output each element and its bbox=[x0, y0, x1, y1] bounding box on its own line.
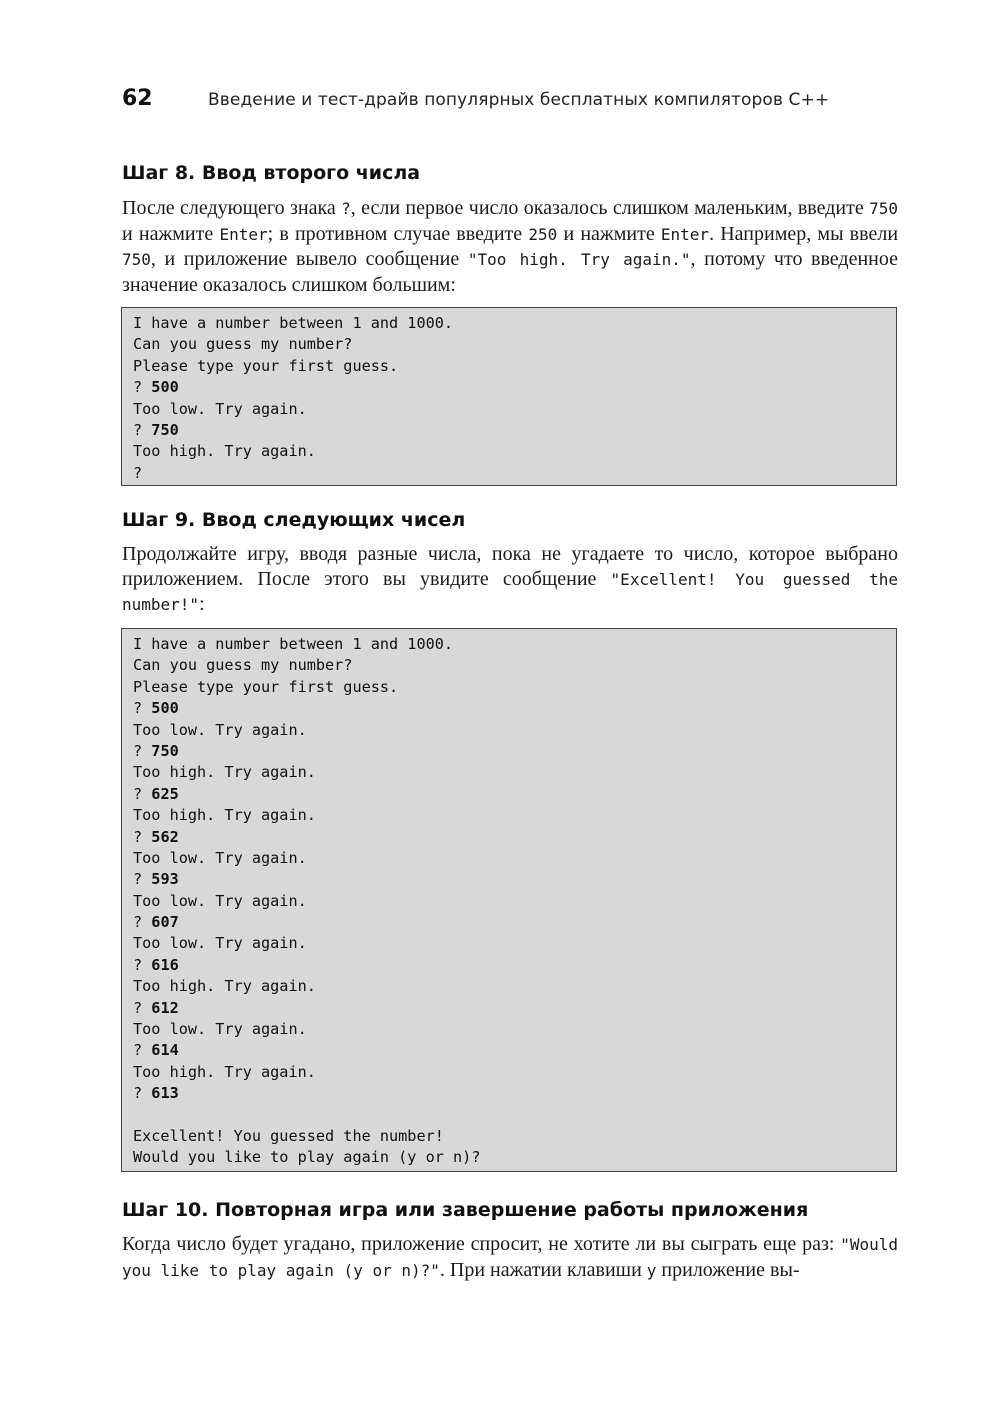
console-user-input: 750 bbox=[151, 420, 179, 439]
page-number: 62 bbox=[122, 86, 153, 111]
step9-paragraph: Продолжайте игру, вводя разные числа, пока не угадаете то число, которое выбрано приложением. После этого вы увидите сообщение "Excellent! You guessed the number!": bbox=[122, 543, 898, 616]
console-user-input: 562 bbox=[151, 827, 179, 846]
console-line bbox=[133, 998, 885, 1019]
console-line bbox=[133, 377, 885, 398]
console-text: Can you guess my number? bbox=[133, 656, 353, 675]
console-line bbox=[133, 869, 885, 890]
console-text: Too low. Try again. bbox=[133, 399, 307, 418]
console-line bbox=[133, 655, 885, 676]
console-line bbox=[133, 805, 885, 826]
console-line bbox=[133, 976, 885, 997]
step10-heading: Шаг 10. Повторная игра или завершение работы приложения bbox=[122, 1199, 809, 1221]
console-line bbox=[133, 463, 885, 484]
console-text: ? bbox=[133, 870, 152, 889]
console-user-input: 607 bbox=[151, 913, 179, 932]
console-text: Too low. Try again. bbox=[133, 1020, 307, 1039]
console-text: Too low. Try again. bbox=[133, 891, 307, 910]
console-line bbox=[133, 634, 885, 655]
console-text: ? bbox=[133, 955, 152, 974]
console-user-input: 612 bbox=[151, 998, 179, 1017]
console-output-step8 bbox=[121, 307, 897, 486]
console-text: ? bbox=[133, 378, 152, 397]
console-line bbox=[133, 677, 885, 698]
console-user-input: 750 bbox=[151, 741, 179, 760]
console-text: Too low. Try again. bbox=[133, 720, 307, 739]
console-line bbox=[133, 1147, 885, 1168]
console-text: Please type your first guess. bbox=[133, 677, 399, 696]
console-text: Too low. Try again. bbox=[133, 848, 307, 867]
console-line bbox=[133, 741, 885, 762]
console-text: ? bbox=[133, 1084, 152, 1103]
console-text: Excellent! You guessed the number! bbox=[133, 1126, 444, 1145]
console-text: Too high. Try again. bbox=[133, 1062, 316, 1081]
console-line bbox=[133, 912, 885, 933]
console-text: I have a number between 1 and 1000. bbox=[133, 314, 454, 332]
console-line bbox=[133, 441, 885, 462]
console-line bbox=[133, 1083, 885, 1104]
console-output-step9 bbox=[121, 628, 897, 1172]
console-user-input: 625 bbox=[151, 784, 179, 803]
console-text: ? bbox=[133, 699, 152, 718]
console-text: ? bbox=[133, 420, 152, 439]
console-user-input: 500 bbox=[151, 699, 179, 718]
console-line bbox=[133, 420, 885, 441]
console-text: ? bbox=[133, 463, 143, 482]
console-line bbox=[133, 891, 885, 912]
step8-paragraph: После следующего знака ?, если первое число оказалось слишком маленьким, введите 750 и нажмите Enter; в противном случае введите 250 и нажмите Enter. Например, мы ввели 750, и приложение вывело сообщение "Too high. Try again.", потому что введенное значение оказалось слишком большим: bbox=[122, 197, 899, 296]
console-line bbox=[133, 784, 885, 805]
console-line bbox=[133, 933, 885, 954]
console-text: Would you like to play again (y or n)? bbox=[133, 1148, 481, 1167]
console-line bbox=[133, 955, 885, 976]
console-text: Too high. Try again. bbox=[133, 977, 316, 996]
console-line bbox=[133, 334, 885, 355]
console-text: I have a number between 1 and 1000. bbox=[133, 635, 454, 653]
console-line bbox=[133, 1062, 885, 1083]
step8-heading: Шаг 8. Ввод второго числа bbox=[122, 162, 421, 184]
console-user-input: 593 bbox=[151, 870, 179, 889]
console-text: Too high. Try again. bbox=[133, 806, 316, 825]
console-text: Can you guess my number? bbox=[133, 335, 353, 354]
console-text: ? bbox=[133, 784, 152, 803]
console-user-input: 500 bbox=[151, 378, 179, 397]
console-line bbox=[133, 762, 885, 783]
console-line bbox=[133, 1019, 885, 1040]
console-line bbox=[133, 1126, 885, 1147]
console-line bbox=[133, 399, 885, 420]
console-line bbox=[133, 313, 885, 334]
running-title: Введение и тест-драйв популярных бесплатных компиляторов C++ bbox=[208, 90, 830, 110]
console-text: ? bbox=[133, 998, 152, 1017]
console-text: Too low. Try again. bbox=[133, 934, 307, 953]
step10-paragraph: Когда число будет угадано, приложение спросит, не хотите ли вы сыграть еще раз: "Would you like to play again (y or n)?". При нажатии клавиши y приложение вы- bbox=[122, 1233, 898, 1281]
console-text: ? bbox=[133, 827, 152, 846]
console-text: ? bbox=[133, 913, 152, 932]
console-text: Please type your first guess. bbox=[133, 356, 399, 375]
console-line bbox=[133, 1105, 885, 1126]
console-text: Too high. Try again. bbox=[133, 442, 316, 461]
console-user-input: 614 bbox=[151, 1041, 179, 1060]
step9-heading: Шаг 9. Ввод следующих чисел bbox=[122, 509, 466, 531]
page-header bbox=[122, 86, 898, 118]
console-line bbox=[133, 698, 885, 719]
console-line bbox=[133, 848, 885, 869]
console-user-input: 613 bbox=[151, 1084, 179, 1103]
console-line bbox=[133, 827, 885, 848]
console-text: ? bbox=[133, 1041, 152, 1060]
console-line bbox=[133, 1040, 885, 1061]
console-line bbox=[133, 720, 885, 741]
console-text: Too high. Try again. bbox=[133, 763, 316, 782]
console-line bbox=[133, 356, 885, 377]
console-text: ? bbox=[133, 741, 152, 760]
console-user-input: 616 bbox=[151, 955, 179, 974]
